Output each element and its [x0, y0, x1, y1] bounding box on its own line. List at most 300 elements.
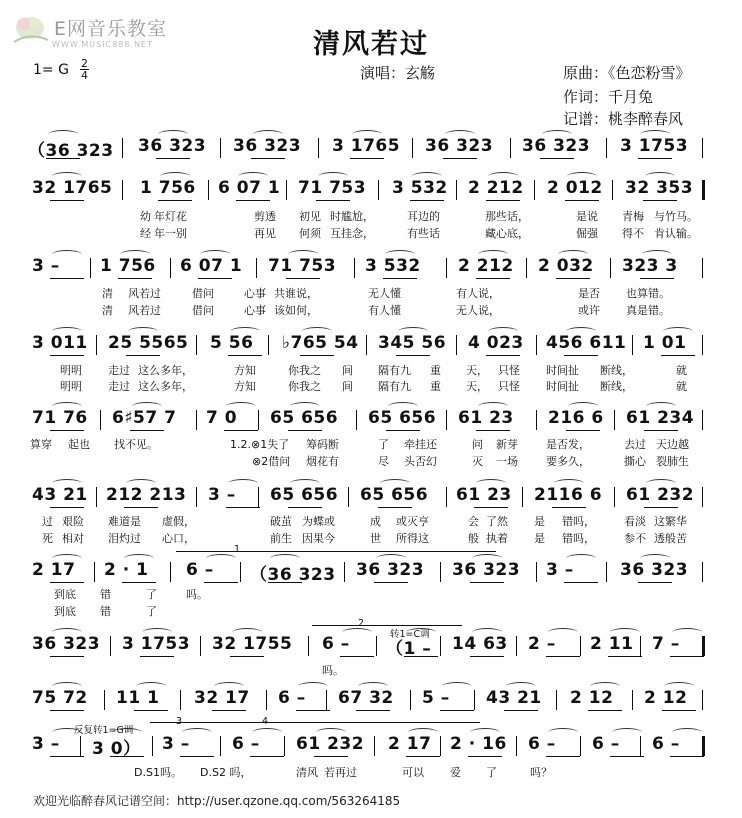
- bar-line: [446, 487, 447, 507]
- lyric-word: 死: [42, 532, 53, 545]
- bar-line: [702, 736, 705, 756]
- lyric-word: 参不: [624, 532, 646, 545]
- slur-arc: [214, 682, 244, 691]
- measure-notes: 36 323: [32, 634, 101, 654]
- lyric-word: 尽: [378, 455, 389, 468]
- lyric-word: 重: [430, 364, 441, 377]
- lyric-word: 清: [102, 304, 113, 317]
- time-signature-bottom: 4: [81, 69, 88, 82]
- lyric-word: 烟花有: [306, 455, 339, 468]
- lyric-word: 会: [468, 515, 479, 528]
- beam-underline: [504, 710, 538, 711]
- measure-notes: 2 11: [590, 634, 634, 654]
- slur-arc: [478, 250, 508, 259]
- measure-notes: 36 323: [452, 560, 521, 580]
- measure-notes: 6 07 1: [218, 178, 281, 198]
- slur-arc: [376, 554, 406, 563]
- slur-arc: [442, 682, 472, 691]
- bar-line: [410, 690, 411, 710]
- beam-underline: [470, 656, 504, 657]
- slur-arc: [206, 554, 236, 563]
- lyric-word: 了: [486, 766, 497, 779]
- lyric-word: 年灯花: [154, 210, 187, 223]
- bar-line: [170, 258, 171, 278]
- lyric-word: 裂肺生: [656, 455, 689, 468]
- bar-line: [196, 335, 197, 355]
- beam-underline: [564, 355, 598, 356]
- lyric-word: 破茧: [270, 515, 292, 528]
- lyric-word: 头否幻: [404, 455, 437, 468]
- bar-line: [522, 487, 523, 507]
- measure-notes: 3 1765: [332, 136, 401, 156]
- slur-arc: [316, 728, 346, 737]
- measure-notes: 36 323: [425, 136, 494, 156]
- beam-underline: [212, 710, 246, 711]
- slur-arc: [566, 327, 596, 336]
- slur-arc: [590, 682, 620, 691]
- lyric-word: 间: [342, 364, 353, 377]
- slur-arc: [646, 402, 676, 411]
- measure-notes: 7 –: [652, 634, 680, 654]
- measure-notes: 5 –: [422, 688, 450, 708]
- beam-underline: [486, 200, 520, 201]
- measure-notes: 212 213: [106, 485, 187, 505]
- lyric-word: 执着: [486, 532, 508, 545]
- beam-underline: [670, 656, 704, 657]
- lyricist-credit: 作词：千月兔: [563, 88, 654, 106]
- bar-line: [284, 736, 285, 756]
- lyric-word: 所得这: [396, 532, 429, 545]
- bar-line: [702, 487, 703, 507]
- bar-line: [516, 636, 517, 656]
- lyric-word: 明明: [60, 380, 82, 393]
- beam-underline: [546, 756, 580, 757]
- beam-underline: [638, 582, 672, 583]
- lyric-word: 1.2.⊗1失了: [230, 438, 290, 451]
- beam-underline: [316, 200, 350, 201]
- slur-arc: [52, 327, 82, 336]
- bar-line: [356, 410, 357, 430]
- bar-line: [510, 138, 511, 158]
- slur-arc: [642, 250, 672, 259]
- slur-arc: [640, 130, 670, 139]
- beam-underline: [644, 430, 678, 431]
- lyric-word: 方知: [234, 364, 256, 377]
- measure-notes: 61 23: [456, 485, 512, 505]
- slur-arc: [142, 628, 172, 637]
- beam-underline: [378, 507, 412, 508]
- slur-arc: [488, 172, 518, 181]
- lyric-word: 虚假，: [162, 515, 195, 528]
- beam-underline: [396, 355, 430, 356]
- measure-notes: 36 323: [356, 560, 425, 580]
- volta-2-line: [312, 625, 462, 626]
- lyric-word: 藏心底，: [485, 227, 529, 240]
- slur-arc: [470, 728, 500, 737]
- bar-line: [208, 180, 209, 200]
- beam-underline: [50, 200, 84, 201]
- beam-underline: [661, 355, 695, 356]
- measure-notes: 3 –: [32, 734, 60, 754]
- beam-underline: [410, 200, 444, 201]
- measure-notes: 3 –: [162, 734, 190, 754]
- lyric-word: 方知: [234, 380, 256, 393]
- lyric-word: 算穿: [30, 438, 52, 451]
- measure-notes: 2 –: [528, 634, 556, 654]
- beam-underline: [224, 430, 258, 431]
- lyric-word: 错: [100, 605, 111, 618]
- slur-arc: [200, 250, 230, 259]
- lyric-word: 共谁说，: [274, 287, 318, 300]
- slur-arc: [52, 172, 82, 181]
- lyric-word: 看淡: [624, 515, 646, 528]
- lyric-word: 相对: [62, 532, 84, 545]
- lyric-word: 也算错。: [626, 287, 670, 300]
- volta-1-line: [176, 551, 496, 552]
- slur-arc: [298, 682, 328, 691]
- bar-line: [318, 138, 319, 158]
- lyric-word: 走过: [108, 364, 130, 377]
- lyric-word: 错: [100, 588, 111, 601]
- measure-notes: 3 1753: [620, 136, 689, 156]
- lyric-word: 灭: [472, 455, 483, 468]
- beam-underline: [440, 710, 474, 711]
- beam-underline: [228, 355, 262, 356]
- measure-notes: 3 –: [32, 256, 60, 276]
- bar-line: [440, 636, 441, 656]
- bar-line: [606, 138, 607, 158]
- slur-arc: [610, 628, 640, 637]
- beam-underline: [406, 756, 440, 757]
- bar-line: [376, 636, 377, 656]
- bar-line: [526, 258, 527, 278]
- measure-notes: 36 323: [138, 136, 207, 156]
- slur-arc: [182, 728, 212, 737]
- lyric-word: 这繁华: [654, 515, 687, 528]
- measure-notes: 3 532: [365, 256, 421, 276]
- slur-arc: [554, 479, 584, 488]
- slur-arc: [476, 479, 506, 488]
- bar-line: [412, 138, 413, 158]
- lyric-word: 隔有九: [378, 380, 411, 393]
- measure-notes: 2 17: [32, 560, 76, 580]
- song-title: 清风若过: [313, 29, 429, 60]
- measure-notes: 65 656: [270, 485, 339, 505]
- measure-notes: 65 656: [360, 485, 429, 505]
- lyric-word: 经: [140, 227, 151, 240]
- beam-underline: [556, 278, 590, 279]
- lyric-word: 般: [468, 532, 479, 545]
- lyric-word: 或灭亨: [396, 515, 429, 528]
- beam-underline: [350, 158, 384, 159]
- beam-underline: [110, 756, 144, 757]
- bar-line: [446, 410, 447, 430]
- beam-underline: [50, 656, 84, 657]
- lyric-word: 吗？: [530, 766, 552, 779]
- slur-arc: [232, 628, 262, 637]
- lyric-word: 或许: [578, 304, 600, 317]
- bar-line: [80, 736, 81, 756]
- bar-line: [536, 410, 537, 430]
- slur-arc: [472, 628, 502, 637]
- lyric-word: 为蝶或: [302, 515, 335, 528]
- bar-line: [632, 335, 633, 355]
- beam-underline: [638, 158, 672, 159]
- lyric-word: 你我之: [288, 364, 321, 377]
- lyric-word: 要多久，: [546, 455, 590, 468]
- slur-arc: [136, 682, 166, 691]
- lyric-word: 无人懂: [368, 287, 401, 300]
- beam-underline: [356, 710, 390, 711]
- volta-3-line: [150, 722, 220, 723]
- slur-arc: [52, 628, 82, 637]
- slur-arc: [230, 327, 260, 336]
- measure-notes: 2 12: [570, 688, 614, 708]
- lyric-word: 清: [102, 287, 113, 300]
- lyric-word: 问: [472, 438, 483, 451]
- beam-underline: [540, 158, 574, 159]
- singer-credit: 演唱：玄觞: [360, 64, 436, 82]
- lyric-word: 那些话，: [485, 210, 529, 223]
- lyric-word: 青梅: [622, 210, 644, 223]
- measure-notes: 32 1755: [212, 634, 293, 654]
- slur-arc: [52, 479, 82, 488]
- bar-line: [258, 487, 259, 507]
- lyric-word: 是否发，: [546, 438, 590, 451]
- bar-line: [122, 138, 123, 158]
- measure-notes: 3 1753: [122, 634, 191, 654]
- lyric-word: D.S2 吗，: [200, 766, 252, 779]
- measure-notes: 2 · 1: [104, 560, 149, 580]
- lyric-word: 走过: [108, 380, 130, 393]
- measure-notes: 36 323: [233, 136, 302, 156]
- slur-arc: [548, 628, 578, 637]
- beam-underline: [140, 656, 174, 657]
- lyric-word: 错吗，: [562, 515, 595, 528]
- slur-arc: [158, 130, 188, 139]
- lyric-word: 隔有九: [378, 364, 411, 377]
- lyric-word: 天，: [466, 364, 488, 377]
- measure-notes: 5 56: [210, 333, 254, 353]
- slur-arc: [126, 479, 156, 488]
- volta-3-label: 3: [176, 716, 183, 727]
- measure-notes: 43 21: [486, 688, 542, 708]
- beam-underline: [662, 710, 696, 711]
- bar-line: [440, 562, 441, 582]
- measure-notes: 32 17: [194, 688, 250, 708]
- measure-notes: 6 –: [652, 734, 680, 754]
- measure-notes: 456 611: [546, 333, 627, 353]
- slur-arc: [318, 172, 348, 181]
- slur-arc: [640, 554, 670, 563]
- measure-notes: 25 5565: [108, 333, 189, 353]
- beam-underline: [300, 355, 334, 356]
- slur-arc: [238, 172, 268, 181]
- beam-underline: [118, 278, 152, 279]
- beam-underline: [565, 200, 599, 201]
- lyric-word: 是: [534, 515, 545, 528]
- slur-arc: [645, 172, 675, 181]
- lyric-word: 就: [676, 364, 687, 377]
- measure-notes: 7 0: [206, 408, 238, 428]
- measure-notes: 6 –: [186, 560, 214, 580]
- lyric-word: 风若过: [128, 287, 161, 300]
- slur-arc: [52, 250, 82, 259]
- beam-underline: [443, 158, 477, 159]
- slur-arc: [488, 327, 518, 336]
- beam-underline: [476, 430, 510, 431]
- beam-underline: [670, 756, 704, 757]
- measure-notes: 6♯57 7: [112, 408, 177, 428]
- lyric-word: 爱: [450, 766, 461, 779]
- bar-line: [110, 636, 111, 656]
- bar-line: [96, 487, 97, 507]
- beam-underline: [476, 278, 510, 279]
- lyric-word: 到底: [54, 588, 76, 601]
- bar-line: [632, 690, 633, 710]
- bar-line: [90, 258, 91, 278]
- bar-line: [366, 335, 367, 355]
- lyric-word: 一场: [496, 455, 518, 468]
- slur-arc: [385, 250, 415, 259]
- bar-line: [152, 736, 153, 756]
- bar-line: [702, 180, 705, 200]
- slur-arc: [558, 250, 588, 259]
- beam-underline: [640, 278, 674, 279]
- bar-line: [516, 736, 517, 756]
- beam-underline: [236, 200, 270, 201]
- slur-arc: [412, 172, 442, 181]
- beam-underline: [546, 656, 580, 657]
- slur-arc: [663, 327, 693, 336]
- lyric-word: 了: [378, 438, 389, 451]
- slur-arc: [253, 130, 283, 139]
- bar-line: [702, 138, 703, 158]
- beam-underline: [250, 756, 284, 757]
- bar-line: [640, 636, 641, 656]
- measure-notes: 2 17: [388, 734, 432, 754]
- lyric-word: 了: [146, 605, 157, 618]
- lyric-word: 倔强: [576, 227, 598, 240]
- lyric-word: 吗。: [186, 588, 208, 601]
- beam-underline: [588, 710, 622, 711]
- repeat-modulation-label: 反复转1=G调: [74, 725, 134, 736]
- slur-arc: [567, 172, 597, 181]
- beam-underline: [122, 582, 156, 583]
- beam-underline: [50, 710, 84, 711]
- bar-line: [534, 180, 535, 200]
- slur-arc: [672, 628, 702, 637]
- bar-line: [240, 562, 241, 582]
- bar-line: [354, 258, 355, 278]
- beam-underline: [180, 756, 214, 757]
- beam-underline: [404, 656, 438, 657]
- lyric-word: 清风: [296, 766, 318, 779]
- measure-notes: 345 56: [378, 333, 447, 353]
- slur-arc: [252, 728, 282, 737]
- bar-line: [220, 138, 221, 158]
- measure-notes: 4 023: [468, 333, 524, 353]
- beam-underline: [134, 710, 168, 711]
- measure-notes: 65 656: [270, 408, 339, 428]
- measure-notes: 67 32: [338, 688, 394, 708]
- beam-underline: [383, 278, 417, 279]
- beam-underline: [468, 756, 502, 757]
- bar-line: [536, 562, 537, 582]
- lyric-word: 吗。: [322, 664, 344, 677]
- measure-notes: 3 –: [546, 560, 574, 580]
- bar-line: [606, 562, 607, 582]
- lyric-word: 是说: [576, 210, 598, 223]
- slur-arc: [568, 402, 598, 411]
- slur-arc: [506, 682, 536, 691]
- lyric-word: 借问: [192, 304, 214, 317]
- lyric-word: 剪透: [254, 210, 276, 223]
- lyric-word: 真是错。: [626, 304, 670, 317]
- bar-line: [702, 562, 703, 582]
- beam-underline: [50, 582, 84, 583]
- lyric-word: 泪灼过: [108, 532, 141, 545]
- lyric-word: 有人懂: [368, 304, 401, 317]
- slur-arc: [672, 728, 702, 737]
- lyric-word: 筹码断: [306, 438, 339, 451]
- bar-line: [702, 410, 703, 430]
- slur-arc: [52, 682, 82, 691]
- lyric-word: 新芽: [496, 438, 518, 451]
- beam-underline: [204, 582, 238, 583]
- lyric-word: 心事: [244, 287, 266, 300]
- key-signature: 1= G: [33, 62, 69, 78]
- bar-line: [286, 180, 287, 200]
- lyric-word: 这么多年，: [138, 364, 193, 377]
- lyric-word: 时尴尬，: [330, 210, 374, 223]
- logo-site-text: WWW.MUSIC888.NET: [52, 40, 153, 49]
- lyric-word: 去过: [624, 438, 646, 451]
- bar-line: [378, 180, 379, 200]
- beam-underline: [470, 582, 504, 583]
- bar-line: [348, 487, 349, 507]
- measure-notes: 75 72: [32, 688, 88, 708]
- lyric-word: 重: [430, 380, 441, 393]
- lyric-word: 有人说，: [456, 287, 500, 300]
- measure-notes: 2 12: [644, 688, 688, 708]
- measure-notes: 65 656: [368, 408, 437, 428]
- lyric-word: 初见: [299, 210, 321, 223]
- lyric-word: 你我之: [288, 380, 321, 393]
- lyric-word: 了: [146, 588, 157, 601]
- slur-arc: [664, 682, 694, 691]
- bar-line: [268, 335, 269, 355]
- bar-line: [94, 562, 95, 582]
- measure-notes: 3 011: [32, 333, 88, 353]
- measure-notes: 32 353: [625, 178, 694, 198]
- lyric-word: 撕心: [624, 455, 646, 468]
- lyric-word: 是: [534, 532, 545, 545]
- beam-underline: [230, 656, 264, 657]
- lyric-word: 何须: [299, 227, 321, 240]
- slur-arc: [342, 628, 372, 637]
- measure-notes: 6 –: [322, 634, 350, 654]
- bar-line: [456, 335, 457, 355]
- bar-line: [580, 736, 581, 756]
- lyric-word: 找不见。: [114, 438, 158, 451]
- measure-notes: 71 753: [268, 256, 337, 276]
- volta-4-label: 4: [262, 716, 269, 727]
- measure-notes: （36 323: [250, 565, 336, 585]
- beam-underline: [296, 710, 330, 711]
- lyric-word: 只怪: [498, 364, 520, 377]
- bar-line: [456, 180, 457, 200]
